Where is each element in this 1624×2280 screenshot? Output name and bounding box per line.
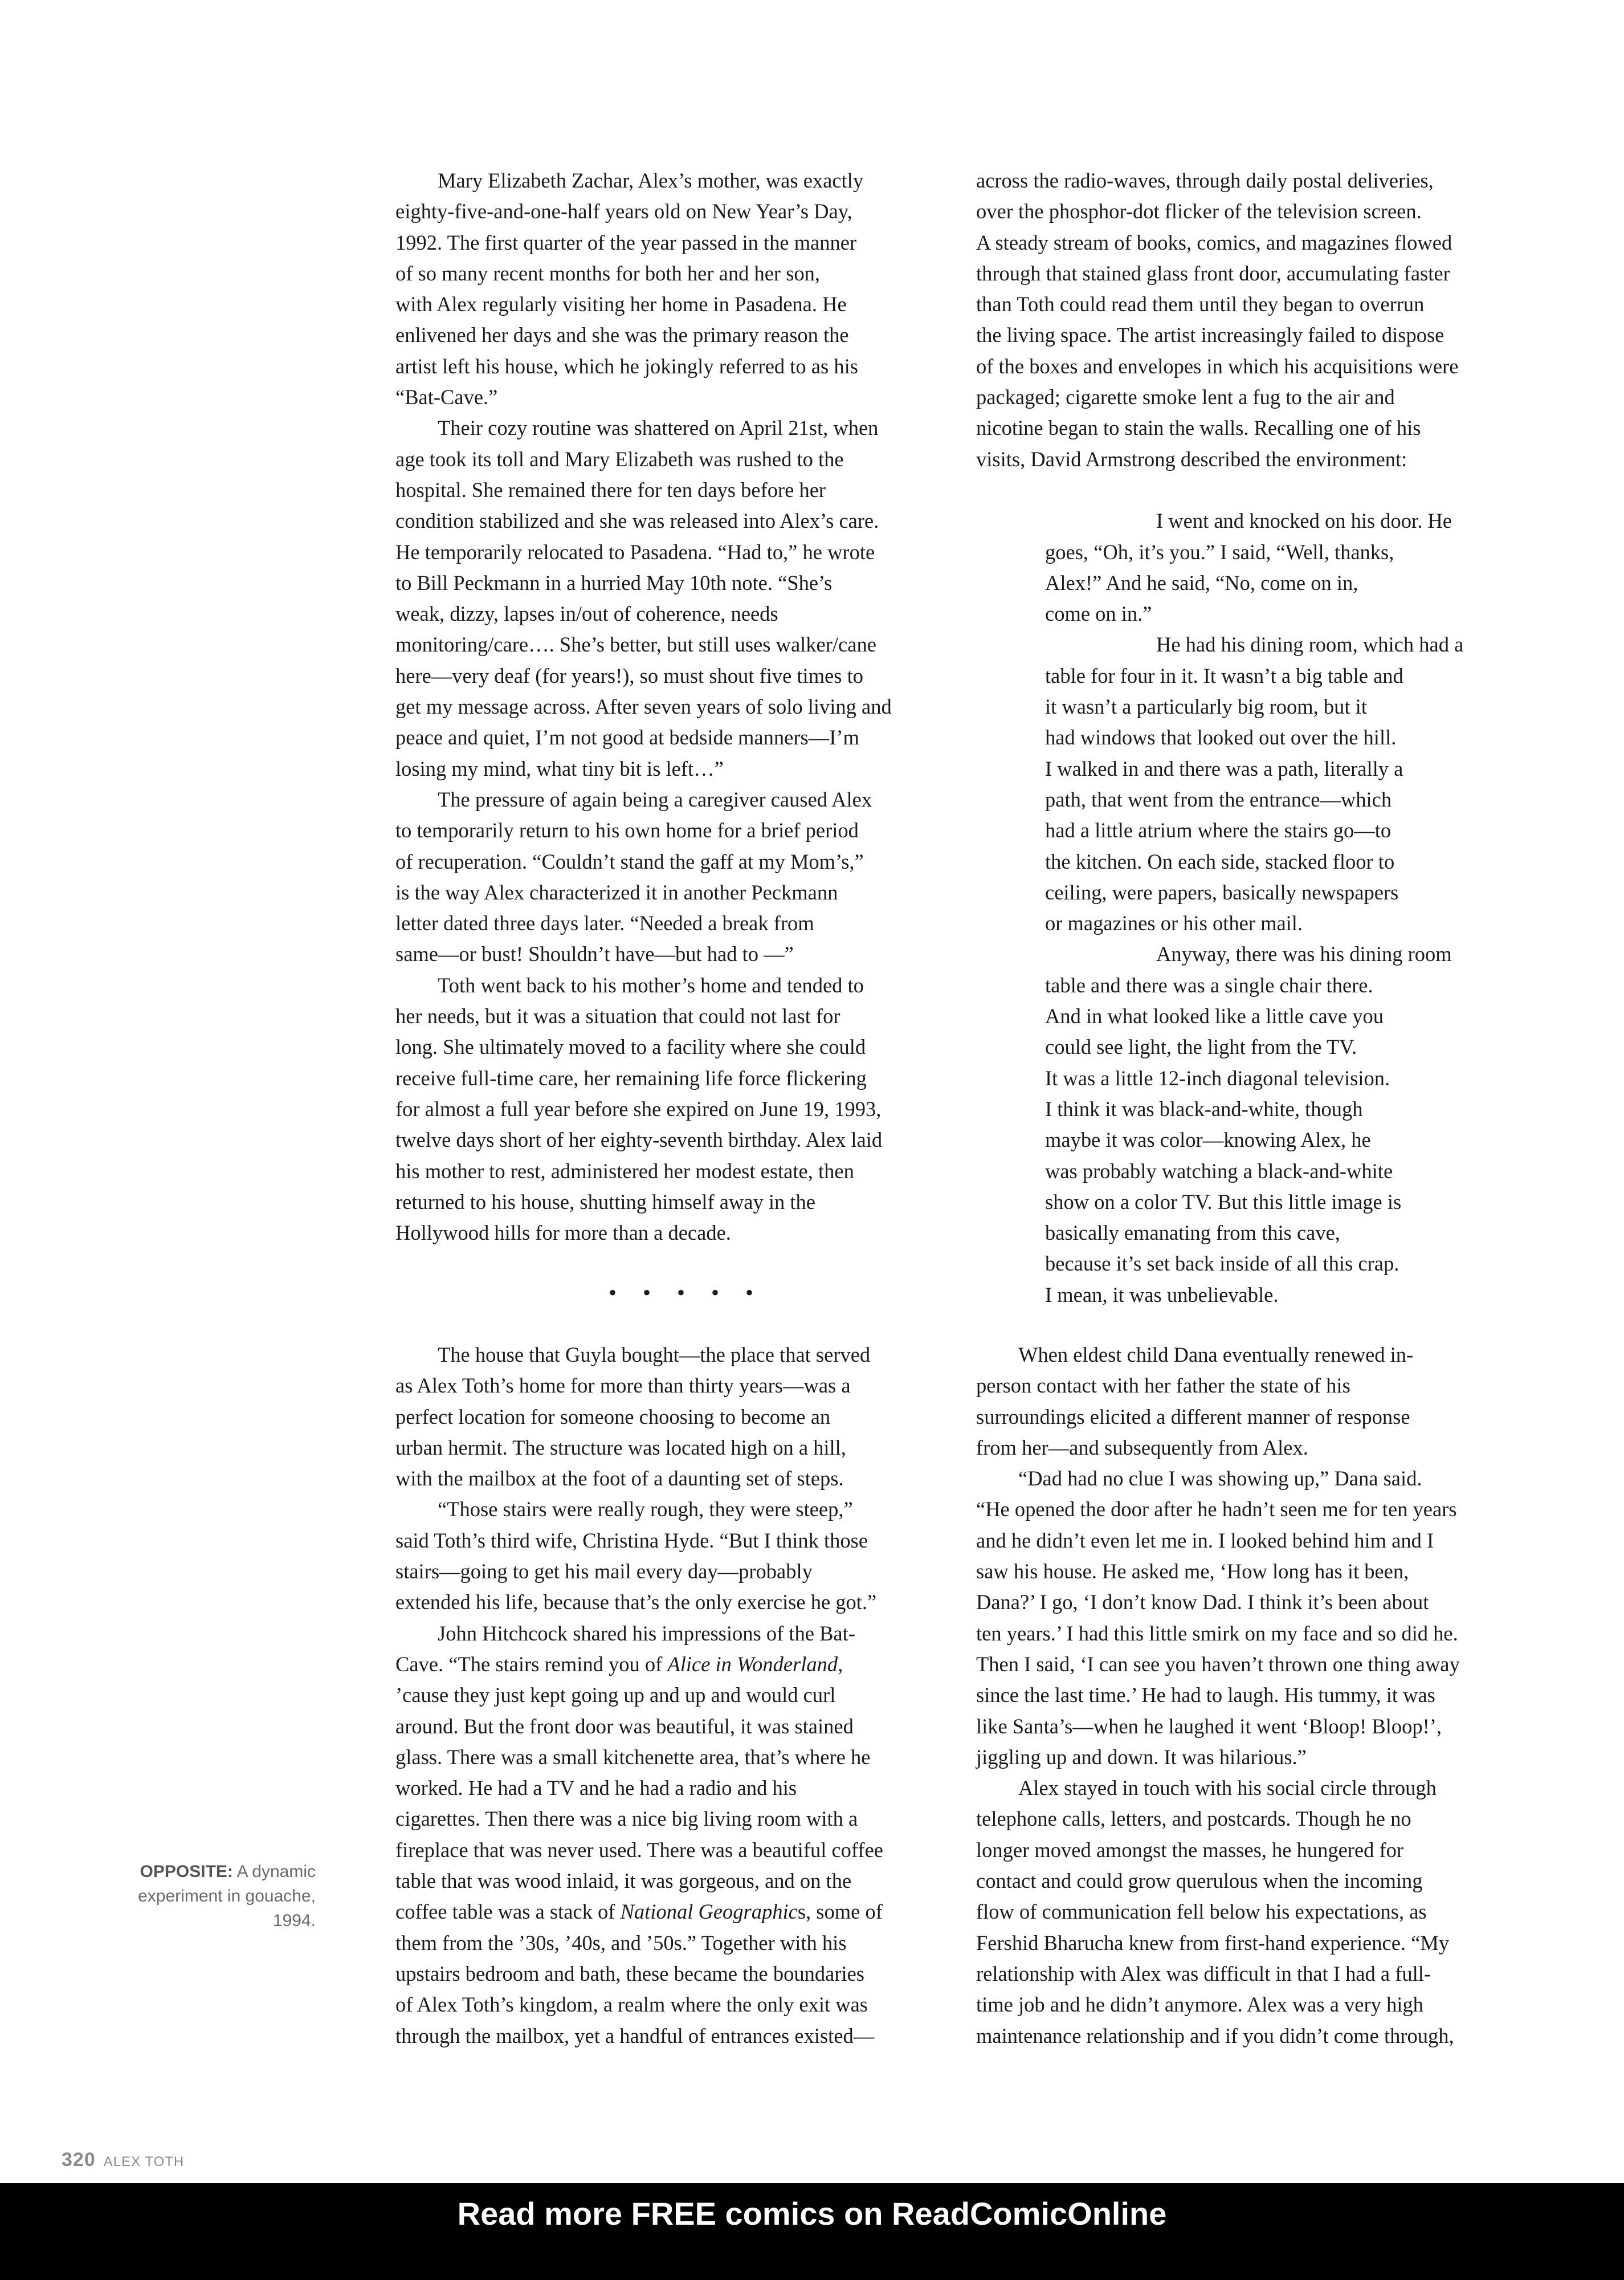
caption-text: A dynamic bbox=[236, 1862, 316, 1881]
image-caption bbox=[114, 1859, 316, 1933]
text-line: stairs—going to get his mail every day—probably bbox=[395, 1560, 813, 1583]
text-line: as Alex Toth’s home for more than thirty years—was a bbox=[395, 1374, 851, 1398]
quote-line: I think it was black-and-white, though bbox=[1045, 1097, 1363, 1121]
quote-line: had a little atrium where the stairs go—to bbox=[1045, 819, 1392, 842]
text-line: artist left his house, which he jokingly referred to as his bbox=[395, 354, 858, 378]
text-line: urban hermit. The structure was located high on a hill, bbox=[395, 1435, 846, 1459]
running-title: ALEX TOTH bbox=[103, 2154, 185, 2169]
text-line: get my message across. After seven years of solo living and bbox=[395, 695, 892, 719]
quote-line: goes, “Oh, it’s you.” I said, “Well, thanks, bbox=[1045, 540, 1394, 564]
text-line: is the way Alex characterized it in another Peckmann bbox=[395, 880, 838, 904]
text-line: person contact with her father the state of his bbox=[976, 1374, 1350, 1398]
text-line: with Alex regularly visiting her home in Pasadena. He bbox=[395, 292, 847, 316]
text-line: to Bill Peckmann in a hurried May 10th note. “She’s bbox=[395, 571, 833, 595]
text-line: Their cozy routine was shattered on April 21st, when bbox=[438, 416, 879, 440]
quote-line: could see light, the light from the TV. bbox=[1045, 1035, 1357, 1059]
quote-line: maybe it was color—knowing Alex, he bbox=[1045, 1128, 1371, 1152]
text-line: his mother to rest, administered her modest estate, then bbox=[395, 1159, 854, 1183]
quote-line: He had his dining room, which had a bbox=[1156, 633, 1464, 657]
quote-line: the kitchen. On each side, stacked floor to bbox=[1045, 849, 1395, 873]
text-line: “He opened the door after he hadn’t seen me for ten years bbox=[976, 1497, 1457, 1521]
text-line: from her—and subsequently from Alex. bbox=[976, 1435, 1308, 1459]
quote-line: basically emanating from this cave, bbox=[1045, 1221, 1340, 1245]
text-line: “Those stairs were really rough, they were steep,” bbox=[438, 1497, 853, 1521]
quote-line: table and there was a single chair there. bbox=[1045, 973, 1373, 997]
quote-line: or magazines or his other mail. bbox=[1045, 911, 1303, 935]
text-line: surroundings elicited a different manner of response bbox=[976, 1404, 1410, 1428]
quote-line: And in what looked like a little cave you bbox=[1045, 1004, 1384, 1028]
quote-line: Anyway, there was his dining room bbox=[1156, 942, 1452, 966]
text-line: John Hitchcock shared his impressions of the Bat- bbox=[438, 1621, 855, 1645]
spacer bbox=[976, 475, 1500, 506]
text-line: flow of communication fell below his expectations, as bbox=[976, 1900, 1427, 1924]
text-line: around. But the front door was beautiful, it was stained bbox=[395, 1714, 854, 1738]
text-line: here—very deaf (for years!), so must shout five times to bbox=[395, 663, 864, 687]
quote-line: show on a color TV. But this little image is bbox=[1045, 1190, 1402, 1214]
quote-line: because it’s set back inside of all this crap. bbox=[1045, 1252, 1399, 1276]
text-line: returned to his house, shutting himself away in the bbox=[395, 1190, 815, 1214]
text-line: table that was wood inlaid, it was gorgeous, and on the bbox=[395, 1869, 852, 1893]
text-line: said Toth’s third wife, Christina Hyde. “But I think those bbox=[395, 1528, 868, 1552]
quote-line: It was a little 12-inch diagonal television. bbox=[1045, 1066, 1390, 1090]
text-line: packaged; cigarette smoke lent a fug to the air and bbox=[976, 385, 1395, 409]
text-line: losing my mind, what tiny bit is left…” bbox=[395, 756, 724, 780]
text-line: like Santa’s—when he laughed it went ‘Bloop! Bloop!’, bbox=[976, 1714, 1442, 1738]
text-line: ’cause they just kept going up and up and would curl bbox=[395, 1683, 836, 1707]
text-line: monitoring/care…. She’s better, but still uses walker/cane bbox=[395, 633, 876, 657]
text-line: Hollywood hills for more than a decade. bbox=[395, 1221, 731, 1245]
text-line: cigarettes. Then there was a nice big living room with a bbox=[395, 1807, 858, 1831]
text-line: of Alex Toth’s kingdom, a realm where the only exit was bbox=[395, 1993, 868, 2017]
text-line: Dana?’ I go, ‘I don’t know Dad. I think it’s been about bbox=[976, 1590, 1429, 1614]
quote-line: had windows that looked out over the hill. bbox=[1045, 726, 1397, 750]
text-line: the living space. The artist increasingly failed to dispose bbox=[976, 323, 1445, 347]
text-line: hospital. She remained there for ten days before her bbox=[395, 478, 826, 502]
caption-line: experiment in gouache, bbox=[138, 1887, 316, 1906]
text-line: through that stained glass front door, accumulating faster bbox=[976, 261, 1450, 285]
text-line: visits, David Armstrong described the environment: bbox=[976, 447, 1407, 471]
quote-line: it wasn’t a particularly big room, but it bbox=[1045, 695, 1367, 719]
text-line: Toth went back to his mother’s home and tended to bbox=[438, 973, 864, 997]
text-line: 1992. The first quarter of the year passed in the manner bbox=[395, 230, 857, 254]
text-line: time job and he didn’t anymore. Alex was a very high bbox=[976, 1993, 1423, 2017]
text-line: ten years.’ I had this little smirk on my face and so did he. bbox=[976, 1621, 1458, 1645]
text-line: for almost a full year before she expired on June 19, 1993, bbox=[395, 1097, 882, 1121]
block-quote bbox=[976, 506, 1500, 1310]
quote-line: was probably watching a black-and-white bbox=[1045, 1159, 1393, 1183]
text-line: same—or bust! Shouldn’t have—but had to —” bbox=[395, 942, 794, 966]
text-line: age took its toll and Mary Elizabeth was rushed to the bbox=[395, 447, 844, 471]
text-line: contact and could grow querulous when the incoming bbox=[976, 1869, 1423, 1893]
quote-line: I mean, it was unbelievable. bbox=[1045, 1282, 1279, 1306]
left-column-bottom bbox=[395, 1339, 914, 2051]
text-line: maintenance relationship and if you didn’t come through, bbox=[976, 2023, 1454, 2047]
quote-line: I went and knocked on his door. He bbox=[1156, 509, 1452, 533]
text-line: Fershid Bharucha knew from first-hand experience. “My bbox=[976, 1931, 1450, 1955]
text-line: to temporarily return to his own home for a brief period bbox=[395, 819, 859, 842]
promo-banner[interactable]: Read more FREE comics on ReadComicOnline bbox=[0, 2183, 1624, 2280]
text-run: , bbox=[838, 1652, 843, 1676]
text-line: Mary Elizabeth Zachar, Alex’s mother, was exactly bbox=[438, 169, 864, 192]
text-line: The pressure of again being a caregiver caused Alex bbox=[438, 787, 872, 811]
text-line: her needs, but it was a situation that could not last for bbox=[395, 1004, 840, 1028]
text-line: “Dad had no clue I was showing up,” Dana said. bbox=[1018, 1467, 1422, 1491]
section-divider: • • • • • bbox=[609, 1280, 764, 1305]
magazine-title: National Geographic bbox=[620, 1900, 798, 1924]
text-line: When eldest child Dana eventually renewed in- bbox=[1018, 1343, 1414, 1366]
text-line: worked. He had a TV and he had a radio and his bbox=[395, 1776, 797, 1800]
text-run: s, some of bbox=[797, 1900, 883, 1924]
quote-line: path, that went from the entrance—which bbox=[1045, 787, 1392, 811]
text-line: upstairs bedroom and bath, these became the boundaries bbox=[395, 1961, 865, 1985]
text-line: across the radio-waves, through daily postal deliveries, bbox=[976, 169, 1434, 192]
text-line: them from the ’30s, ’40s, and ’50s.” Together with his bbox=[395, 1931, 847, 1955]
quote-line: table for four in it. It wasn’t a big table and bbox=[1045, 663, 1403, 687]
text-line: of recuperation. “Couldn’t stand the gaff at my Mom’s,” bbox=[395, 849, 864, 873]
text-line: The house that Guyla bought—the place that served bbox=[438, 1343, 871, 1366]
text-line: perfect location for someone choosing to become an bbox=[395, 1404, 831, 1428]
text-line: saw his house. He asked me, ‘How long has it been, bbox=[976, 1560, 1409, 1583]
text-line: longer moved amongst the masses, he hungered for bbox=[976, 1838, 1404, 1862]
caption-label: OPPOSITE: bbox=[140, 1862, 233, 1881]
text-line: Alex stayed in touch with his social circle through bbox=[1018, 1776, 1437, 1800]
text-line: He temporarily relocated to Pasadena. “Had to,” he wrote bbox=[395, 540, 875, 564]
text-line: condition stabilized and she was released into Alex’s care. bbox=[395, 509, 879, 533]
text-line: Then I said, ‘I can see you haven’t thrown one thing away bbox=[976, 1652, 1460, 1676]
text-line: peace and quiet, I’m not good at bedside manners—I’m bbox=[395, 726, 859, 750]
text-line: weak, dizzy, lapses in/out of coherence, needs bbox=[395, 602, 778, 626]
text-line: letter dated three days later. “Needed a break from bbox=[395, 911, 814, 935]
text-run: coffee table was a stack of bbox=[395, 1900, 621, 1924]
text-line: through the mailbox, yet a handful of entrances existed— bbox=[395, 2023, 875, 2047]
text-line bbox=[395, 1896, 914, 1927]
caption-line: 1994. bbox=[272, 1911, 316, 1930]
page-number: 320 bbox=[62, 2149, 96, 2171]
text-line: eighty-five-and-one-half years old on New Year’s Day, bbox=[395, 199, 852, 223]
quote-line: come on in.” bbox=[1045, 602, 1152, 626]
page-footer bbox=[62, 2149, 184, 2171]
right-column-top bbox=[976, 165, 1500, 1310]
text-line: nicotine began to stain the walls. Recalling one of his bbox=[976, 416, 1421, 440]
text-line: A steady stream of books, comics, and magazines flowed bbox=[976, 230, 1452, 254]
text-line: receive full-time care, her remaining life force flickering bbox=[395, 1066, 867, 1090]
text-line bbox=[395, 1649, 914, 1680]
quote-line: ceiling, were papers, basically newspapers bbox=[1045, 880, 1399, 904]
text-line: of the boxes and envelopes in which his acquisitions were bbox=[976, 354, 1459, 378]
caption-line bbox=[114, 1859, 316, 1884]
text-line: extended his life, because that’s the only exercise he got.” bbox=[395, 1590, 877, 1614]
text-line: over the phosphor-dot flicker of the television screen. bbox=[976, 199, 1422, 223]
text-line: with the mailbox at the foot of a daunting set of steps. bbox=[395, 1467, 844, 1491]
text-line: of so many recent months for both her and her son, bbox=[395, 261, 821, 285]
text-line: glass. There was a small kitchenette area, that’s where he bbox=[395, 1745, 871, 1769]
quote-line: Alex!” And he said, “No, come on in, bbox=[1045, 571, 1358, 595]
text-line: fireplace that was never used. There was a beautiful coffee bbox=[395, 1838, 883, 1862]
text-line: and he didn’t even let me in. I looked behind him and I bbox=[976, 1528, 1434, 1552]
left-column-top bbox=[395, 165, 914, 1248]
text-line: long. She ultimately moved to a facility where she could bbox=[395, 1035, 866, 1059]
text-line: relationship with Alex was difficult in that I had a full- bbox=[976, 1961, 1431, 1985]
book-title: Alice in Wonderland bbox=[667, 1652, 838, 1676]
text-line: than Toth could read them until they began to overrun bbox=[976, 292, 1425, 316]
text-run: Cave. “The stairs remind you of bbox=[395, 1652, 668, 1676]
text-line: enlivened her days and she was the primary reason the bbox=[395, 323, 849, 347]
text-line: twelve days short of her eighty-seventh birthday. Alex laid bbox=[395, 1128, 883, 1152]
text-line: jiggling up and down. It was hilarious.” bbox=[976, 1745, 1307, 1769]
text-line: since the last time.’ He had to laugh. His tummy, it was bbox=[976, 1683, 1435, 1707]
right-column-bottom bbox=[976, 1339, 1500, 2051]
text-line: telephone calls, letters, and postcards. Though he no bbox=[976, 1807, 1411, 1831]
quote-line: I walked in and there was a path, literally a bbox=[1045, 756, 1403, 780]
text-line: “Bat-Cave.” bbox=[395, 385, 498, 409]
